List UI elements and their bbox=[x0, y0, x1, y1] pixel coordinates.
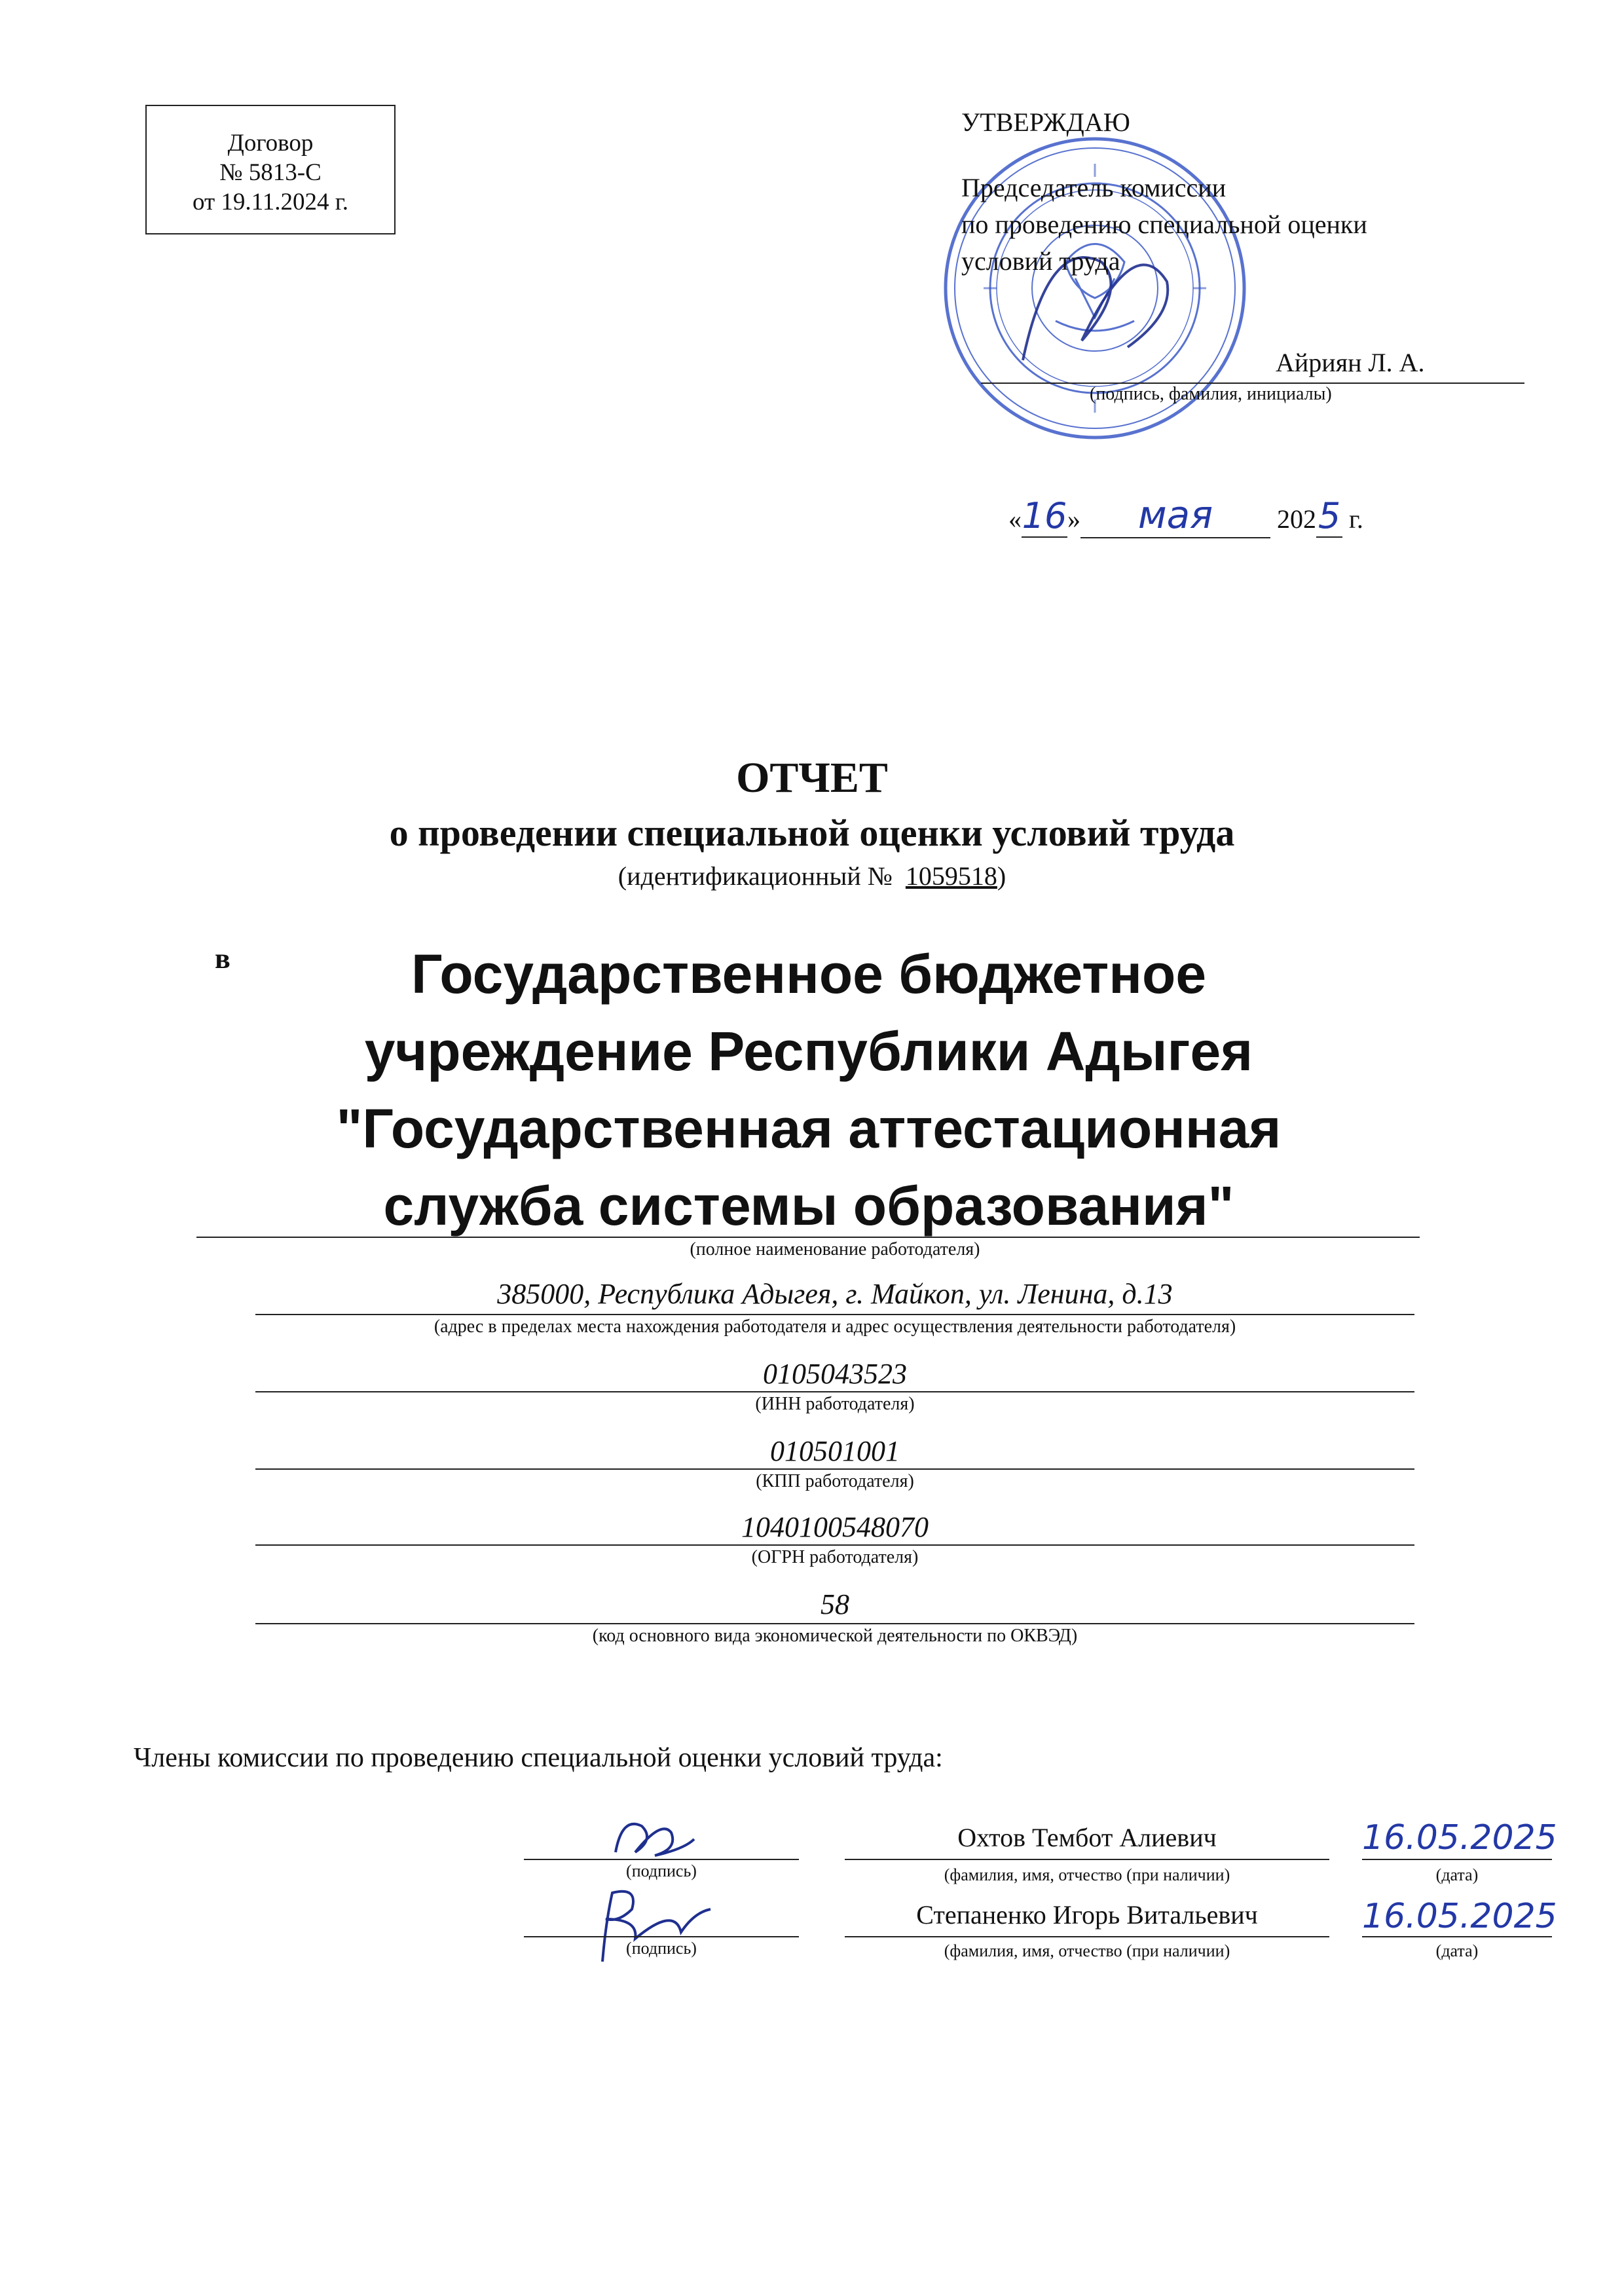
member-2-name-caption: (фамилия, имя, отчество (при наличии) bbox=[944, 1941, 1230, 1960]
date-month-handwritten: мая bbox=[1080, 493, 1270, 538]
report-id-number: 1059518 bbox=[905, 861, 997, 891]
member-2-name-line bbox=[845, 1936, 1329, 1937]
report-id-suffix: ) bbox=[997, 861, 1006, 891]
employer-name-line3: "Государственная аттестационная bbox=[336, 1098, 1282, 1159]
member-2-name: Степаненко Игорь Витальевич bbox=[916, 1900, 1258, 1930]
report-subtitle: о проведении специальной оценки условий труда bbox=[389, 812, 1235, 854]
okved-caption: (код основного вида экономической деятельности по ОКВЭД) bbox=[592, 1626, 1078, 1646]
date-year-prefix: 202 bbox=[1277, 504, 1316, 534]
approver-name: Айриян Л. А. bbox=[1276, 348, 1425, 377]
member-2-signature-caption: (подпись) bbox=[626, 1939, 697, 1958]
member-2-signature-line bbox=[524, 1936, 799, 1937]
inn-value: 0105043523 bbox=[763, 1358, 907, 1390]
member-2-date-caption: (дата) bbox=[1435, 1941, 1479, 1960]
address-caption: (адрес в пределах места нахождения работодателя и адрес осуществления деятельности работодателя) bbox=[434, 1316, 1236, 1337]
member-2-date-line bbox=[1362, 1936, 1552, 1937]
member-2-date-handwritten: 16.05.2025 bbox=[1362, 1897, 1557, 1936]
employer-name-line2: учреждение Республики Адыгея bbox=[364, 1020, 1253, 1082]
kpp-value: 010501001 bbox=[770, 1435, 900, 1467]
member-1-date-caption: (дата) bbox=[1435, 1865, 1479, 1884]
contract-date: от 19.11.2024 г. bbox=[192, 189, 349, 215]
member-1-name-caption: (фамилия, имя, отчество (при наличии) bbox=[944, 1865, 1230, 1884]
date-close-quote: » bbox=[1067, 504, 1080, 534]
employer-name-caption: (полное наименование работодателя) bbox=[690, 1239, 980, 1259]
contract-label: Договор bbox=[227, 130, 314, 157]
date-year-suffix: г. bbox=[1349, 504, 1363, 534]
contract-box bbox=[145, 105, 396, 234]
date-open-quote: « bbox=[1008, 504, 1022, 534]
member-1-date-handwritten: 16.05.2025 bbox=[1362, 1818, 1557, 1857]
kpp-rule bbox=[255, 1468, 1414, 1470]
contract-number: № 5813-С bbox=[219, 159, 322, 186]
approval-date bbox=[1008, 493, 1363, 538]
member-1-signature-line bbox=[524, 1859, 799, 1860]
ogrn-value: 1040100548070 bbox=[741, 1511, 929, 1543]
approver-position-line1: Председатель комиссии bbox=[961, 173, 1227, 202]
employer-name-line4: служба системы образования" bbox=[383, 1175, 1234, 1237]
approver-position-line3: условий труда bbox=[961, 246, 1120, 276]
employer-name-rule bbox=[196, 1237, 1420, 1238]
okved-value: 58 bbox=[821, 1588, 849, 1620]
commission-members-heading: Члены комиссии по проведению специальной оценки условий труда: bbox=[134, 1743, 943, 1773]
approval-title: УТВЕРЖДАЮ bbox=[961, 107, 1130, 137]
employer-prefix: в bbox=[215, 942, 231, 975]
report-title: ОТЧЕТ bbox=[736, 754, 888, 802]
inn-rule bbox=[255, 1391, 1414, 1392]
kpp-caption: (КПП работодателя) bbox=[756, 1471, 914, 1491]
report-id-line bbox=[0, 861, 1624, 891]
date-day-handwritten: 16 bbox=[1022, 495, 1067, 536]
report-id-prefix: (идентификационный № bbox=[618, 861, 893, 891]
employer-name-line1: Государственное бюджетное bbox=[411, 943, 1207, 1005]
okved-rule bbox=[255, 1623, 1414, 1624]
date-year-digit-handwritten: 5 bbox=[1316, 495, 1342, 538]
inn-caption: (ИНН работодателя) bbox=[755, 1394, 915, 1414]
address-rule bbox=[255, 1314, 1414, 1315]
ogrn-caption: (ОГРН работодателя) bbox=[751, 1547, 919, 1567]
member-1-signature-caption: (подпись) bbox=[626, 1861, 697, 1880]
member-1-name-line bbox=[845, 1859, 1329, 1860]
member-1-date-line bbox=[1362, 1859, 1552, 1860]
employer-full-name bbox=[216, 935, 1401, 1244]
member-1-name: Охтов Тембот Алиевич bbox=[957, 1823, 1217, 1852]
approver-signature-caption: (подпись, фамилия, инициалы) bbox=[1090, 384, 1332, 404]
approver-position-line2: по проведению специальной оценки bbox=[961, 210, 1367, 239]
address-value: 385000, Республика Адыгея, г. Майкоп, ул. Ленина, д.13 bbox=[497, 1278, 1173, 1310]
ogrn-rule bbox=[255, 1544, 1414, 1546]
